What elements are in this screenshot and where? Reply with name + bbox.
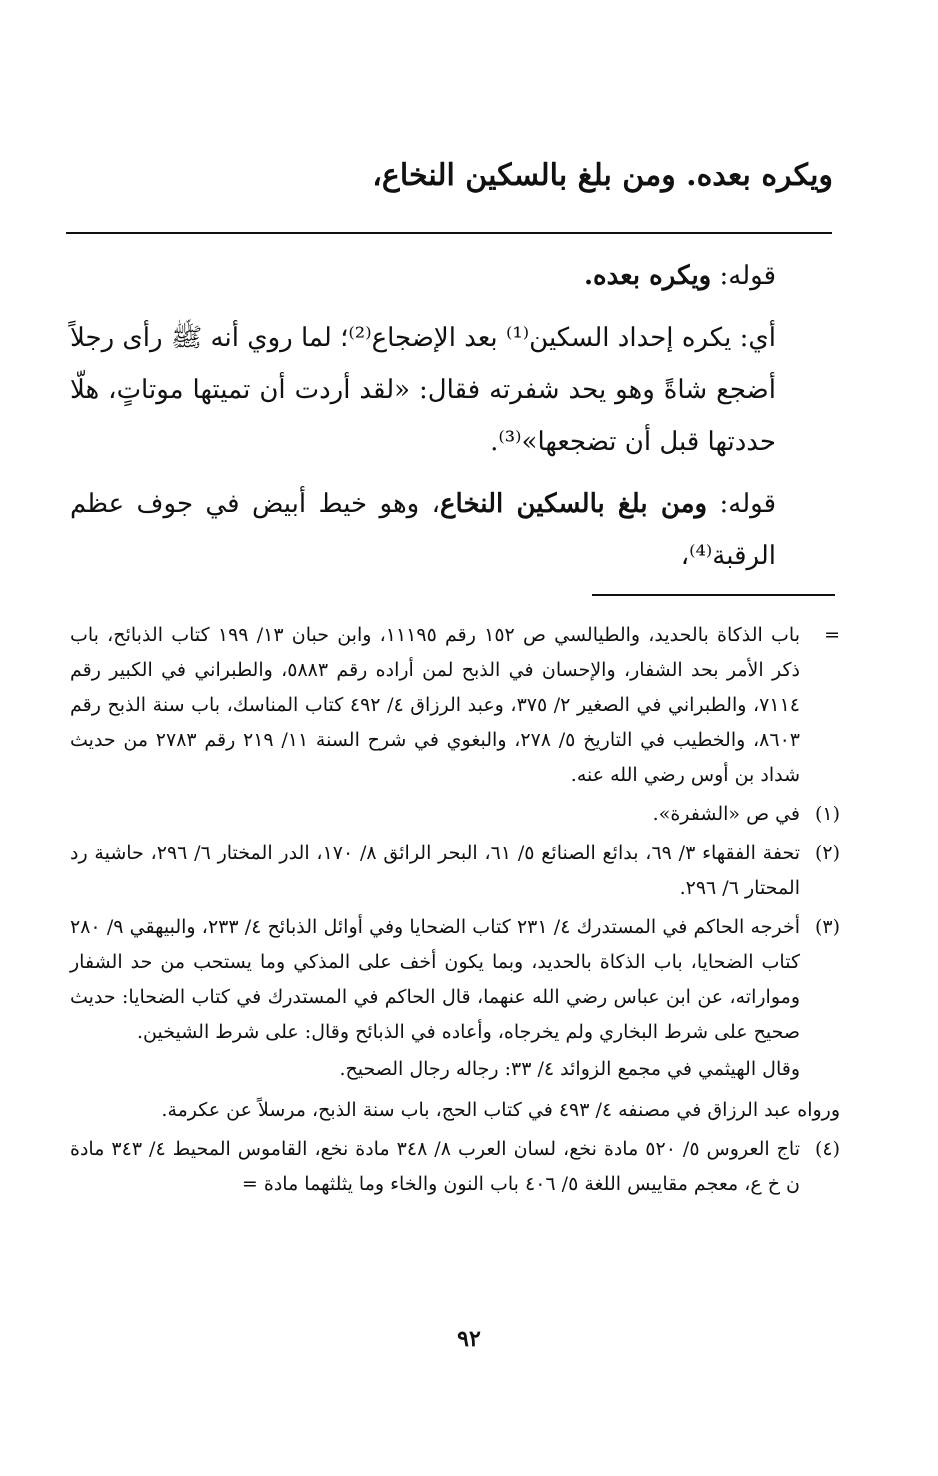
footnote-rule (592, 594, 835, 596)
footnote-mark: (٤) (814, 1138, 840, 1160)
footnote-mark: (٣) (814, 916, 840, 938)
paragraph-1-lead: قوله: (711, 261, 776, 291)
footnote-text: أخرجه الحاكم في المستدرك ٤/ ٢٣١ كتاب الضحايا وفي أوائل الذبائح ٤/ ٢٣٣، والبيهقي ٩/ ٢٨٠ كتاب الضحايا، باب الذكاة بالحديد، وبما يكون أخف على المذكي وما يستحب من حد الشفار ومواراته، عن ابن عباس رضي الله عنهما، قال الحاكم في المستدرك في كتاب الضحايا: حديث صحيح على شرط البخاري ولم يخرجاه، وأعاده في الذبائح وقال: على شرط الشيخين. (70, 916, 800, 1043)
page-number: ٩٢ (457, 1326, 481, 1352)
footnote-mark: = (824, 624, 840, 646)
footnote-text: في ص «الشفرة». (652, 803, 800, 825)
footnote-text: باب الذكاة بالحديد، والطيالسي ص ١٥٢ رقم ١١١٩٥، وابن حبان ١٣/ ١٩٩ كتاب الذبائح، باب ذكر الأمر بحد الشفار، والإحسان في الذبح لمن أراده رقم ٥٨٨٣، والطبراني في الكبير رقم ٧١١٤، والطبراني في الصغير ٢/ ٣٧٥، وعبد الرزاق ٤/ ٤٩٢ كتاب المناسك، باب سنة الذبح رقم ٨٦٠٣، والخطيب في التاريخ ٥/ ٢٧٨، والبغوي في شرح السنة ١١/ ٢١٩ رقم ٢٧٨٣ من حديث شداد بن أوس رضي الله عنه. (70, 624, 801, 786)
paragraph-3-matn: ومن بلغ بالسكين النخاع (440, 489, 708, 519)
footnote-4 (70, 1132, 840, 1202)
footnote-mark: (٢) (814, 842, 840, 864)
footnote-body (70, 910, 800, 1089)
paragraph-3 (70, 478, 836, 582)
paragraph-1 (70, 250, 836, 302)
header-rule (66, 232, 832, 234)
paragraph-2: أي: يكره إحداد السكين⁽¹⁾ بعد الإضجاع⁽²⁾؛ لما روي أنه ﷺ رأى رجلاً أضجع شاةً وهو يحد شفرته فقال: «لقد أردت أن تميتها موتاتٍ، هلّا حددتها قبل أن تضجعها»⁽³⁾. (70, 323, 776, 457)
footnote-continuation (70, 618, 840, 793)
footnote-3 (70, 910, 840, 1089)
footnotes (70, 618, 840, 1206)
footnote-2 (70, 836, 840, 906)
footnote-3-continued (70, 1093, 840, 1128)
running-header: ويكره بعده. ومن بلغ بالسكين النخاع، (372, 158, 833, 193)
footnote-text: تحفة الفقهاء ٣/ ٦٩، بدائع الصنائع ٥/ ٦١، البحر الرائق ٨/ ١٧٠، الدر المختار ٦/ ٢٩٦، حاشية رد المحتار ٦/ ٢٩٦. (70, 842, 800, 899)
footnote-1 (70, 797, 840, 832)
footnote-text-2: وقال الهيثمي في مجمع الزوائد ٤/ ٣٣: رجاله رجال الصحيح. (339, 1058, 800, 1080)
paragraph-1-matn: ويكره بعده. (583, 261, 712, 291)
paragraph-3-lead: قوله: (707, 489, 776, 519)
footnote-text: تاج العروس ٥/ ٥٢٠ مادة نخع، لسان العرب ٨/ ٣٤٨ مادة نخع، القاموس المحيط ٤/ ٣٤٣ مادة ن خ ع، معجم مقاييس اللغة ٥/ ٤٠٦ باب النون والخاء وما يثلثهما مادة = (70, 1138, 801, 1195)
footnote-mark: (١) (814, 803, 840, 825)
paragraph-3-rest: ، وهو خيط أبيض في جوف عظم الرقبة⁽⁴⁾، (70, 489, 776, 571)
footnote-text-3: ورواه عبد الرزاق في مصنفه ٤/ ٤٩٣ في كتاب الحج، باب سنة الذبح، مرسلاً عن عكرمة. (161, 1099, 840, 1121)
main-text (70, 250, 836, 592)
